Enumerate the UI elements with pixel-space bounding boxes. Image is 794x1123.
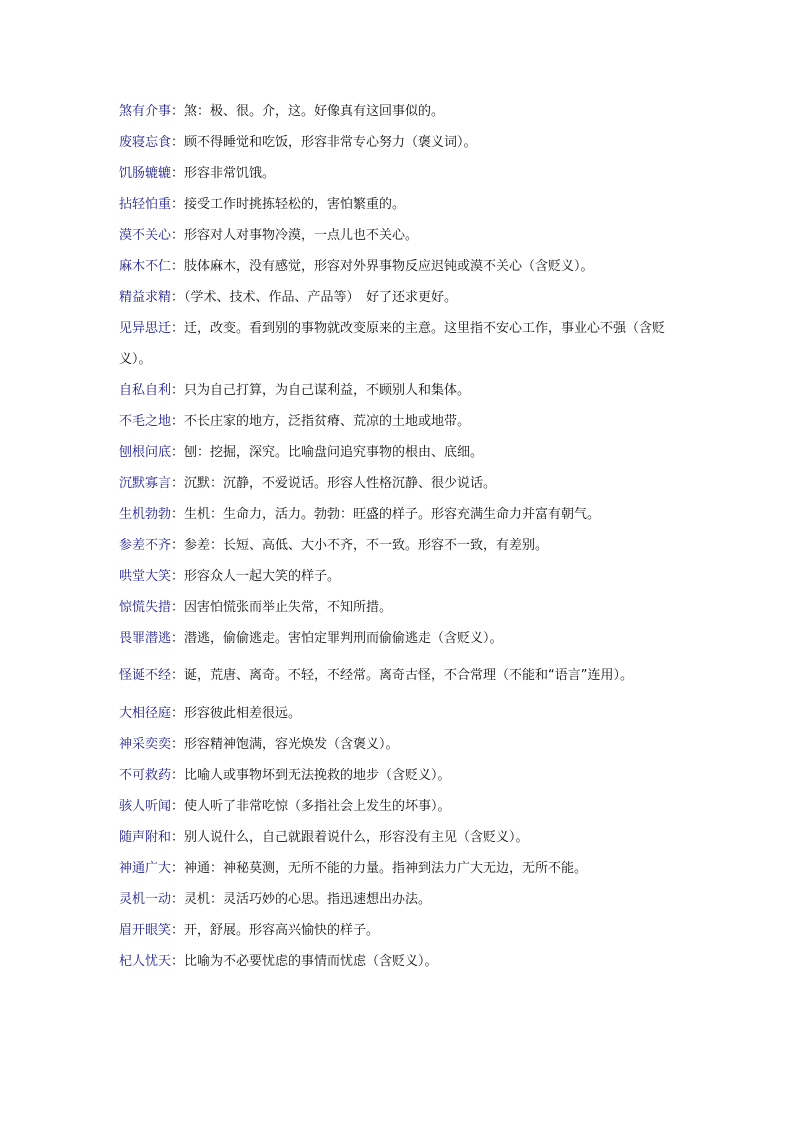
idiom-entry — [119, 822, 689, 853]
separator: ： — [171, 166, 185, 181]
idiom-definition: 别人说什么，自己就跟着说什么，形容没有主见（含贬义）。 — [184, 830, 529, 845]
idiom-term: 煞有介事 — [119, 104, 172, 119]
idiom-term: 生机勃勃 — [119, 507, 172, 522]
idiom-entry — [119, 592, 689, 623]
idiom-definition: （学术、技术、作品、产品等） 好了还求更好。 — [184, 290, 458, 305]
idiom-definition: 形容非常饥饿。 — [184, 166, 276, 181]
idiom-term: 自私自利 — [119, 383, 172, 398]
separator: ： — [171, 768, 185, 783]
separator: ： — [171, 197, 185, 212]
separator: ： — [171, 135, 185, 150]
idiom-definition: 不长庄家的地方，泛指贫瘠、荒凉的土地或地带。 — [184, 414, 471, 429]
separator: ： — [171, 799, 185, 814]
idiom-entry — [119, 654, 689, 698]
idiom-entry — [119, 96, 689, 127]
idiom-term: 不毛之地 — [119, 414, 172, 429]
idiom-entry — [119, 499, 689, 530]
idiom-definition: 只为自己打算，为自己谋利益，不顾别人和集体。 — [184, 383, 471, 398]
idiom-definition: 顾不得睡觉和吃饭，形容非常专心努力（褒义词）。 — [184, 135, 477, 150]
separator: ： — [171, 923, 185, 938]
separator: ： — [171, 600, 185, 615]
idiom-entry — [119, 915, 689, 946]
idiom-entry — [119, 468, 689, 499]
idiom-definition: 比喻人或事物坏到无法挽救的地步（含贬义）。 — [184, 768, 451, 783]
idiom-term: 见异思迁 — [119, 321, 172, 336]
idiom-definition: 接受工作时挑拣轻松的，害怕繁重的。 — [184, 197, 406, 212]
idiom-entry — [119, 884, 689, 915]
idiom-entry — [119, 251, 689, 282]
idiom-definition: 参差：长短、高低、大小不齐，不一致。形容不一致，有差别。 — [184, 538, 549, 553]
idiom-definition: 潜逃，偷偷逃走。害怕定罪判刑而偷偷逃走（含贬义）。 — [184, 631, 503, 646]
idiom-entry — [119, 760, 689, 791]
idiom-term: 拈轻怕重 — [119, 197, 172, 212]
idiom-term: 精益求精 — [119, 290, 172, 305]
idiom-entry — [119, 220, 689, 251]
idiom-entry — [119, 282, 689, 313]
idiom-term: 漠不关心 — [119, 228, 172, 243]
idiom-term: 麻木不仁 — [119, 259, 172, 274]
idiom-definition: 诞，荒唐、离奇。不轻，不经常。离奇古怪，不合常理（不能和“语言”连用）。 — [184, 668, 634, 683]
idiom-definition: 生机：生命力，活力。勃勃：旺盛的样子。形容充满生命力并富有朝气。 — [184, 507, 601, 522]
separator: ： — [171, 383, 185, 398]
separator: ： — [171, 104, 185, 119]
idiom-term: 饥肠辘辘 — [119, 166, 172, 181]
idiom-term: 眉开眼笑 — [119, 923, 172, 938]
idiom-definition: 形容彼此相差很远。 — [184, 706, 302, 721]
separator: ： — [171, 892, 185, 907]
separator: ： — [171, 259, 185, 274]
idiom-entry — [119, 698, 689, 729]
idiom-entry — [119, 127, 689, 158]
idiom-entry — [119, 406, 689, 437]
separator: ： — [171, 631, 185, 646]
idiom-term: 参差不齐 — [119, 538, 172, 553]
separator: ： — [171, 569, 185, 584]
idiom-definition: 形容精神饱满，容光焕发（含褒义）。 — [184, 737, 399, 752]
idiom-definition: 沉默：沉静，不爱说话。形容人性格沉静、很少说话。 — [184, 476, 497, 491]
idiom-entry — [119, 729, 689, 760]
idiom-definition: 形容对人对事物冷漠，一点儿也不关心。 — [184, 228, 419, 243]
idiom-entry — [119, 375, 689, 406]
idiom-term: 畏罪潜逃 — [119, 631, 172, 646]
idiom-entry — [119, 561, 689, 592]
idiom-term: 怪诞不经 — [119, 668, 172, 683]
idiom-definition: 肢体麻木，没有感觉，形容对外界事物反应迟钝或漠不关心（含贬义）。 — [184, 259, 594, 274]
separator: ： — [171, 476, 185, 491]
idiom-term: 惊慌失措 — [119, 600, 172, 615]
separator: ： — [171, 538, 185, 553]
idiom-term: 骇人听闻 — [119, 799, 172, 814]
idiom-term: 刨根问底 — [119, 445, 172, 460]
separator: ： — [171, 954, 185, 969]
idiom-entry — [119, 437, 689, 468]
separator: ： — [171, 414, 185, 429]
idiom-term: 灵机一动 — [119, 892, 172, 907]
idiom-list — [119, 96, 689, 977]
idiom-entry — [119, 791, 689, 822]
separator: ： — [171, 737, 185, 752]
separator: ： — [171, 445, 185, 460]
idiom-definition: 迁，改变。看到别的事物就改变原来的主意。这里指不安心工作，事业心不强（含贬义）。 — [119, 321, 666, 367]
idiom-term: 杞人忧天 — [119, 954, 172, 969]
idiom-entry — [119, 946, 689, 977]
idiom-definition: 比喻为不必要忧虑的事情而忧虑（含贬义）。 — [184, 954, 438, 969]
idiom-definition: 刨：挖掘，深究。比喻盘问追究事物的根由、底细。 — [184, 445, 484, 460]
idiom-entry — [119, 530, 689, 561]
separator: ： — [171, 228, 185, 243]
idiom-entry — [119, 189, 689, 220]
idiom-term: 哄堂大笑 — [119, 569, 172, 584]
idiom-entry — [119, 158, 689, 189]
separator: ： — [171, 706, 185, 721]
idiom-term: 废寝忘食 — [119, 135, 172, 150]
idiom-term: 随声附和 — [119, 830, 172, 845]
idiom-definition: 煞：极、很。介，这。好像真有这回事似的。 — [184, 104, 445, 119]
idiom-definition: 开，舒展。形容高兴愉快的样子。 — [184, 923, 380, 938]
idiom-term: 沉默寡言 — [119, 476, 172, 491]
separator: ： — [171, 668, 185, 683]
idiom-definition: 因害怕慌张而举止失常，不知所措。 — [184, 600, 393, 615]
idiom-term: 神采奕奕 — [119, 737, 172, 752]
idiom-definition: 使人听了非常吃惊（多指社会上发生的坏事）。 — [184, 799, 451, 814]
separator: ： — [171, 290, 185, 305]
idiom-definition: 神通：神秘莫测，无所不能的力量。指神到法力广大无边，无所不能。 — [184, 861, 588, 876]
separator: ： — [171, 861, 185, 876]
idiom-term: 不可救药 — [119, 768, 172, 783]
idiom-entry — [119, 853, 689, 884]
idiom-entry — [119, 313, 689, 375]
separator: ： — [171, 507, 185, 522]
idiom-term: 神通广大 — [119, 861, 172, 876]
idiom-term: 大相径庭 — [119, 706, 172, 721]
separator: ： — [171, 321, 185, 336]
separator: ： — [171, 830, 185, 845]
idiom-definition: 灵机：灵活巧妙的心思。指迅速想出办法。 — [184, 892, 432, 907]
idiom-entry — [119, 623, 689, 654]
idiom-definition: 形容众人一起大笑的样子。 — [184, 569, 341, 584]
